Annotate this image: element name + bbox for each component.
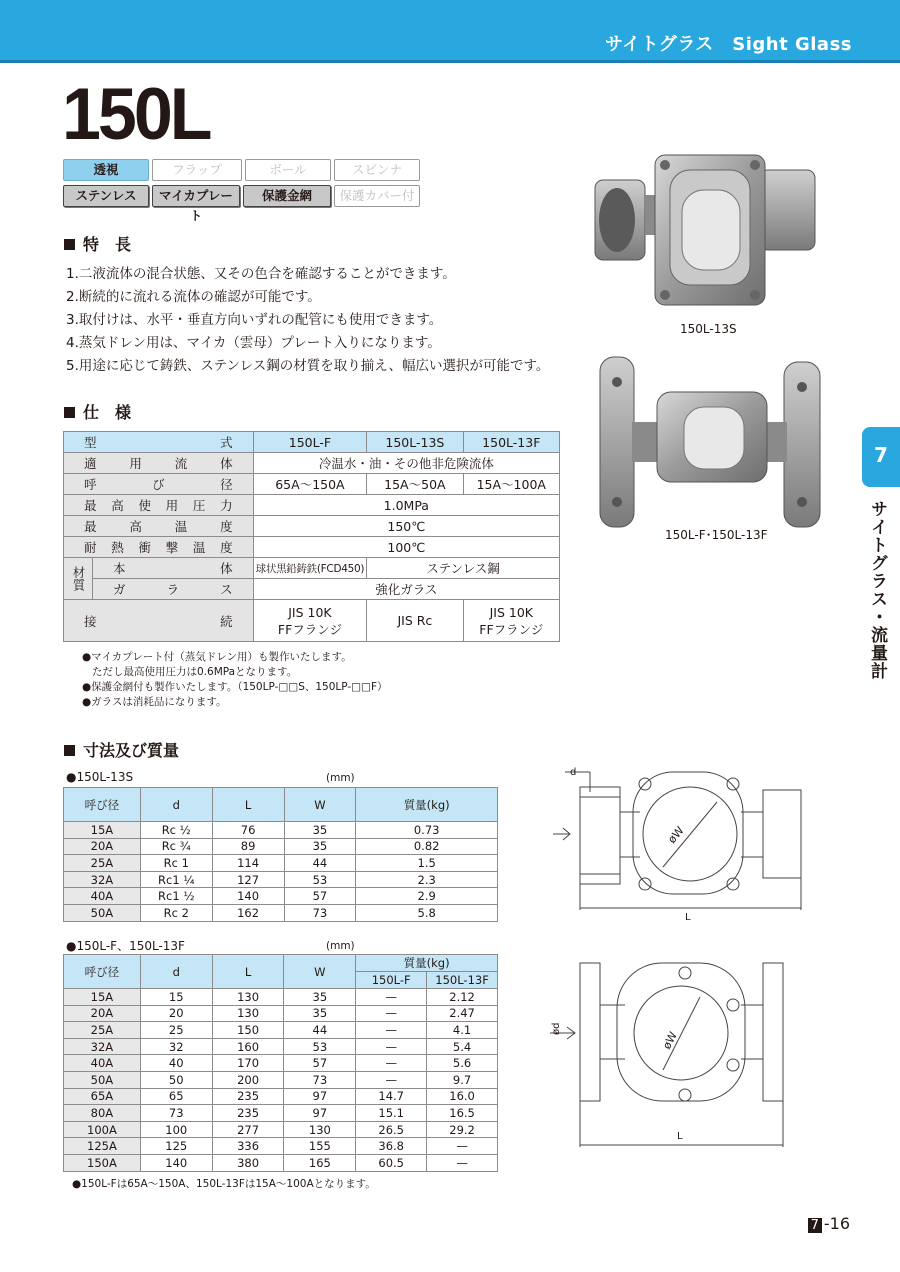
drawing2-l-label: L [677,1131,683,1142]
t2-body [64,989,498,1172]
t2-cell: 32A [64,1038,141,1055]
t1-cell: 35 [284,838,356,855]
spec-temp-label: 最 高 温 度 [64,516,254,537]
t1-cell: 89 [212,838,284,855]
t2-cell: 40A [64,1055,141,1072]
spec-size-label: 呼 び 径 [64,474,254,495]
t1-cell: 5.8 [356,904,498,921]
t2-cell: 150 [212,1022,284,1039]
t2-cell: 53 [284,1038,356,1055]
t2-cell: — [356,989,427,1006]
t2-cell: 170 [212,1055,284,1072]
t1-cell: 2.9 [356,888,498,905]
t2-cell: 9.7 [427,1071,498,1088]
note-2: ただし最高使用圧力は0.6MPaとなります。 [92,666,298,678]
t1-cell: 73 [284,904,356,921]
table-row [64,1138,498,1155]
t2-cell: 100 [140,1121,212,1138]
feature-4: 4.蒸気ドレン用は、マイカ（雲母）プレート入りになります。 [66,335,441,351]
spec-temp: 150℃ [253,516,559,537]
drawing-13s [545,762,815,922]
t2-cell: 15A [64,989,141,1006]
t1-cell: 15A [64,822,141,839]
tag-spinner: スピンナ [334,159,420,181]
spec-glass: 強化ガラス [253,579,559,600]
t2-h-mass-f: 150L-F [356,972,427,989]
spec-heading: 仕 様 [64,400,131,423]
spec-size-13f: 15A～100A [463,474,559,495]
table-row [64,1121,498,1138]
drawing1-l-label: L [685,912,691,922]
spec-material-label: 材質 [64,558,93,600]
t2-cell: 57 [284,1055,356,1072]
t2-cell: 14.7 [356,1088,427,1105]
t2-h-mass-13f: 150L-13F [427,972,498,989]
dims-heading: 寸法及び質量 [64,738,179,761]
t2-cell: 35 [284,1005,356,1022]
t2-cell: 200 [212,1071,284,1088]
t2-cell: 5.6 [427,1055,498,1072]
t2-h-d: d [140,955,212,989]
t1-cell: 25A [64,855,141,872]
table-row [64,1038,498,1055]
table-row [64,989,498,1006]
drawing2-w-label: øW [660,1029,680,1052]
t2-cell: 125 [140,1138,212,1155]
t1-h-l: L [212,788,284,822]
t2-cell: 380 [212,1154,284,1171]
t2-h-w: W [284,955,356,989]
t2-cell: 130 [284,1121,356,1138]
t2-cell: 50A [64,1071,141,1088]
t1-cell: Rc 1 [140,855,212,872]
spec-notes [82,650,388,710]
spec-conn-13f: JIS 10K FFフランジ [463,600,559,642]
t2-cell: 125A [64,1138,141,1155]
t2-cell: 15.1 [356,1105,427,1122]
t1-cell: 140 [212,888,284,905]
t2-cell: 130 [212,989,284,1006]
spec-model-f: 150L-F [253,432,367,453]
t2-cell: 73 [140,1105,212,1122]
dims-table-13s [63,787,498,922]
t2-cell: 160 [212,1038,284,1055]
table-row [64,1071,498,1088]
t1-cell: Rc 2 [140,904,212,921]
t2-cell: 29.2 [427,1121,498,1138]
table-row [64,1154,498,1171]
t2-cell: 25 [140,1022,212,1039]
note-3: ●保護金網付も製作いたします。（150LP-□□S、150LP-□□F） [82,681,388,693]
t1-cell: 32A [64,871,141,888]
header-title: サイトグラス Sight Glass [604,34,852,55]
t1-h-mass: 質量(kg) [356,788,498,822]
spec-size-f: 65A～150A [253,474,367,495]
spec-fluid-label: 適 用 流 体 [64,453,254,474]
t1-cell: 35 [284,822,356,839]
t1-cell: Rc1 ½ [140,888,212,905]
feature-5: 5.用途に応じて鋳鉄、ステンレス鋼の材質を取り揃え、幅広い選択が可能です。 [66,358,550,374]
t1-title: ●150L-13S [66,770,134,784]
t2-cell: 2.47 [427,1005,498,1022]
feature-3: 3.取付けは、水平・垂直方向いずれの配管にも使用できます。 [66,312,443,328]
t2-cell: — [356,1022,427,1039]
t2-cell: 165 [284,1154,356,1171]
t2-cell: 336 [212,1138,284,1155]
t2-cell: 40 [140,1055,212,1072]
tag-stainless: ステンレス [63,185,149,207]
t2-cell: 65A [64,1088,141,1105]
t1-body [64,822,498,922]
page-number: 7 -16 [808,1214,850,1233]
t2-cell: 16.0 [427,1088,498,1105]
note-1: ●マイカプレート付（蒸気ドレン用）も製作いたします。 [82,651,352,663]
tag-ball: ボール [245,159,331,181]
t2-title: ●150L-F、150L-13F [66,939,185,953]
tag-cover: 保護カバー付 [334,185,420,207]
t1-cell: Rc ½ [140,822,212,839]
t2-cell: 140 [140,1154,212,1171]
t2-cell: 16.5 [427,1105,498,1122]
t2-cell: 20A [64,1005,141,1022]
table-row [64,838,498,855]
tag-mesh: 保護金網 [243,185,331,207]
t2-cell: 277 [212,1121,284,1138]
product-photo-13s [585,150,825,320]
t1-cell: 44 [284,855,356,872]
t2-cell: 44 [284,1022,356,1039]
t2-cell: 35 [284,989,356,1006]
table-row [64,1055,498,1072]
spec-body-f: 球状黒鉛鋳鉄(FCD450) [253,558,367,579]
t1-h-size: 呼び径 [64,788,141,822]
drawing1-d-label: d [570,767,577,778]
t1-cell: 114 [212,855,284,872]
t2-cell: 50 [140,1071,212,1088]
t2-cell: 235 [212,1088,284,1105]
spec-shock-label: 耐 熱 衝 撃 温 度 [64,537,254,558]
feature-1: 1.二液流体の混合状態、又その色合を確認することができます。 [66,266,456,282]
spec-pressure-label: 最 高 使 用 圧 力 [64,495,254,516]
t1-cell: 57 [284,888,356,905]
t2-cell: 97 [284,1088,356,1105]
t2-cell: — [427,1154,498,1171]
t1-cell: 20A [64,838,141,855]
t2-cell: — [427,1138,498,1155]
drawing-f [545,955,815,1165]
t2-cell: 155 [284,1138,356,1155]
features-heading: 特 長 [64,232,131,255]
tag-mica: マイカプレート [152,185,240,207]
t2-h-mass: 質量(kg) [356,955,498,972]
t2-unit: (mm) [326,940,355,952]
t2-cell: 36.8 [356,1138,427,1155]
t2-cell: — [356,1005,427,1022]
dims-footnote: ●150L-Fは65A～150A、150L-13Fは15A～100Aとなります。 [72,1178,376,1190]
t1-h-d: d [140,788,212,822]
chapter-side-text: サイトグラス・流量計 [867,500,887,680]
spec-model-13f: 150L-13F [463,432,559,453]
t1-unit: (mm) [326,772,355,784]
spec-glass-label: ガ ラ ス [93,579,254,600]
t1-cell: 50A [64,904,141,921]
spec-conn-f: JIS 10K FFフランジ [253,600,367,642]
t2-cell: 60.5 [356,1154,427,1171]
table-row [64,1105,498,1122]
table-row [64,1022,498,1039]
spec-body-s: ステンレス鋼 [367,558,560,579]
t2-cell: 235 [212,1105,284,1122]
t1-cell: 0.82 [356,838,498,855]
table-row [64,888,498,905]
table-row [64,871,498,888]
note-4: ●ガラスは消耗品になります。 [82,696,227,708]
t2-cell: — [356,1038,427,1055]
chapter-tab: 7 [862,427,900,487]
t2-cell: 5.4 [427,1038,498,1055]
spec-body-label: 本 体 [93,558,254,579]
table-row [64,822,498,839]
photo-label-13s: 150L-13S [680,322,737,336]
tag-transparent: 透視 [63,159,149,181]
t1-cell: 0.73 [356,822,498,839]
t2-cell: 20 [140,1005,212,1022]
t2-h-l: L [212,955,284,989]
spec-pressure: 1.0MPa [253,495,559,516]
t1-cell: 76 [212,822,284,839]
t2-cell: 2.12 [427,989,498,1006]
table-row [64,855,498,872]
tag-flap: フラップ [152,159,242,181]
dims-table-f [63,954,498,1172]
t2-cell: 26.5 [356,1121,427,1138]
spec-conn-label: 接 続 [64,600,254,642]
spec-model-label: 型 式 [64,432,254,453]
t1-cell: 162 [212,904,284,921]
t2-cell: 73 [284,1071,356,1088]
drawing1-w-label: øW [665,824,687,846]
table-row [64,904,498,921]
feature-2: 2.断続的に流れる流体の確認が可能です。 [66,289,321,305]
t1-cell: Rc ¾ [140,838,212,855]
table-row [64,1088,498,1105]
t2-cell: 130 [212,1005,284,1022]
t2-cell: 4.1 [427,1022,498,1039]
t1-cell: 1.5 [356,855,498,872]
t1-h-w: W [284,788,356,822]
t2-cell: 150A [64,1154,141,1171]
t2-cell: 25A [64,1022,141,1039]
t2-h-size: 呼び径 [64,955,141,989]
t1-cell: 40A [64,888,141,905]
model-title: 150L [62,73,210,155]
t2-cell: — [356,1055,427,1072]
t2-cell: 65 [140,1088,212,1105]
spec-shock: 100℃ [253,537,559,558]
header-underline [0,60,900,63]
spec-fluid: 冷温水・油・その他非危険流体 [253,453,559,474]
table-row [64,1005,498,1022]
t2-cell: 15 [140,989,212,1006]
drawing2-d-label: ød [551,1022,562,1035]
t1-cell: 127 [212,871,284,888]
product-photo-f [592,352,832,532]
t2-cell: 97 [284,1105,356,1122]
spec-conn-13s: JIS Rc [367,600,463,642]
t1-cell: 53 [284,871,356,888]
t2-cell: 80A [64,1105,141,1122]
t1-cell: Rc1 ¼ [140,871,212,888]
t2-cell: — [356,1071,427,1088]
t2-cell: 100A [64,1121,141,1138]
photo-label-f: 150L-F･150L-13F [665,528,768,542]
spec-table [63,431,560,642]
t2-cell: 32 [140,1038,212,1055]
spec-size-13s: 15A～50A [367,474,463,495]
t1-cell: 2.3 [356,871,498,888]
spec-model-13s: 150L-13S [367,432,463,453]
